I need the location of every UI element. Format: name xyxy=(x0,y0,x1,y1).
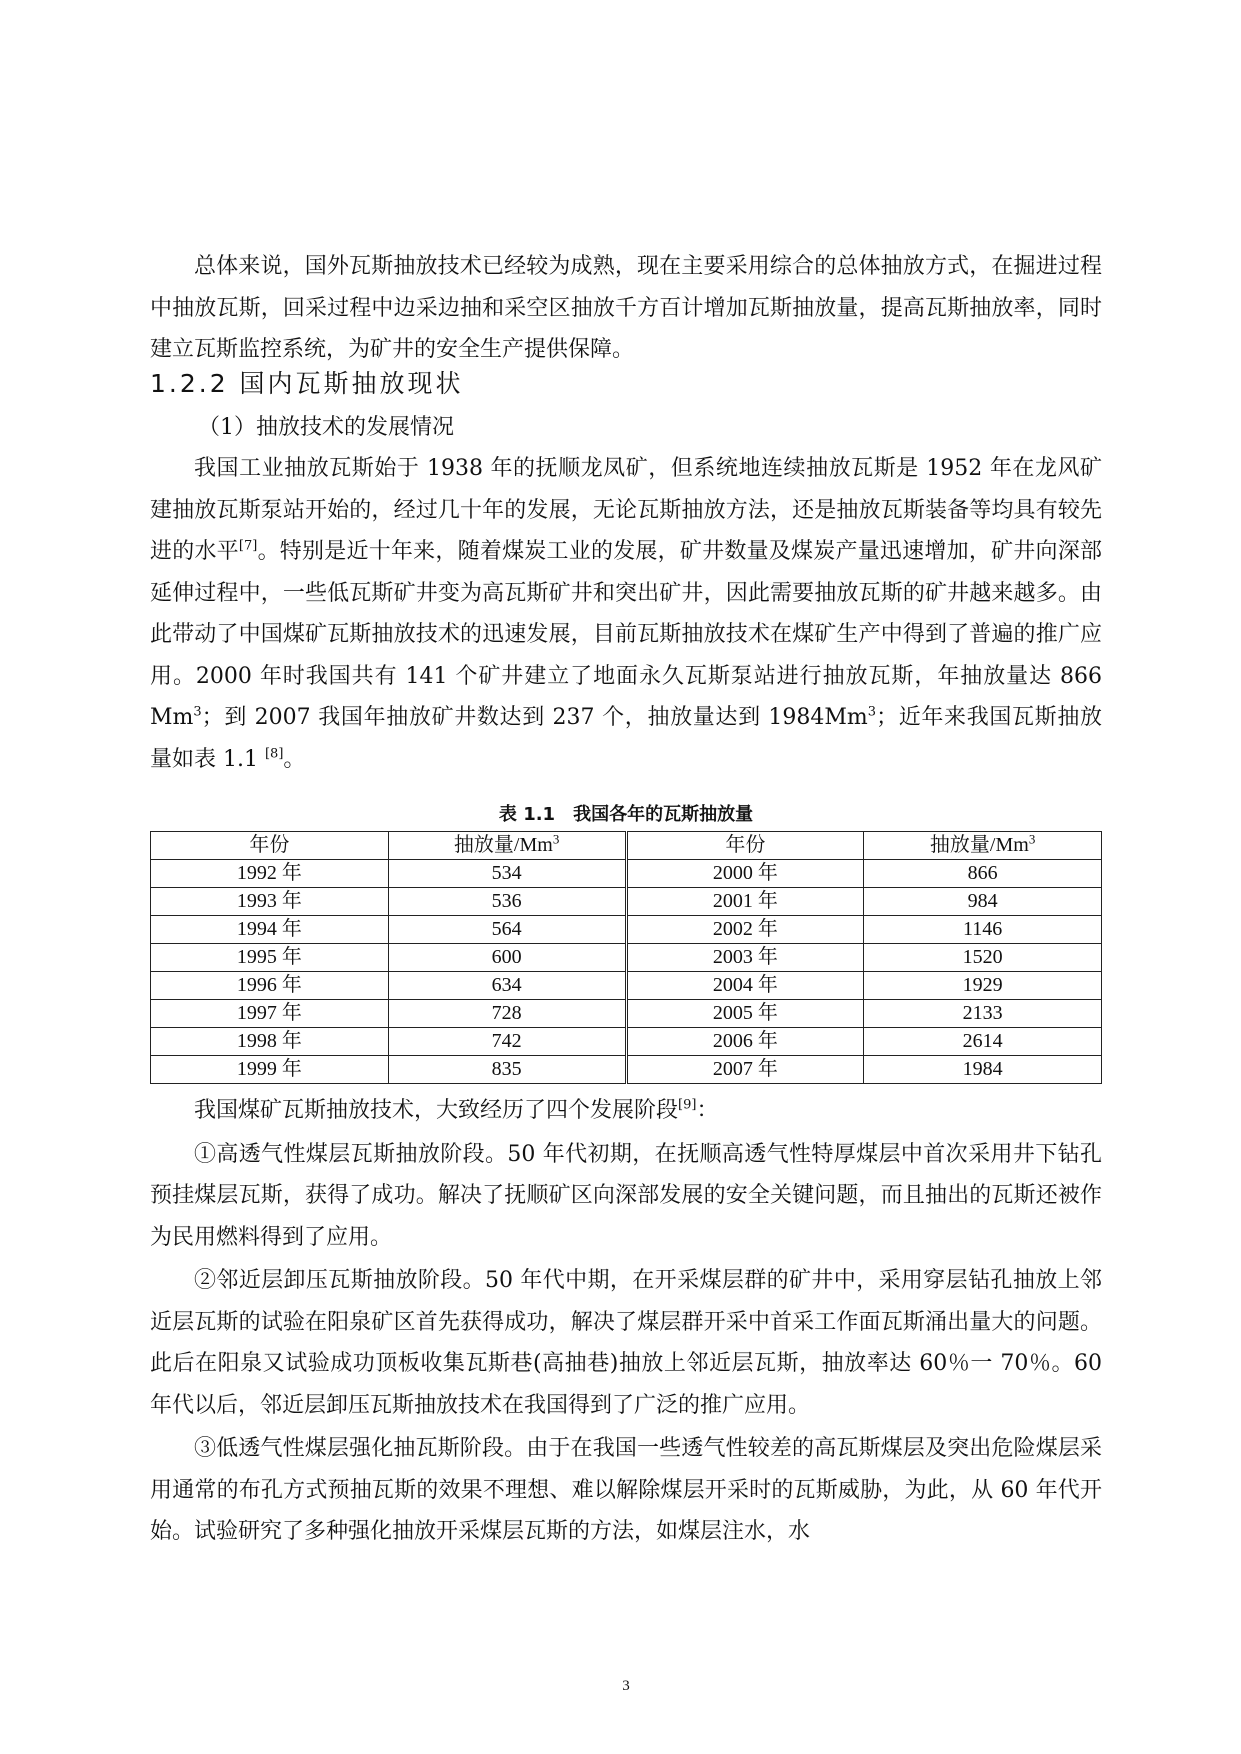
table-cell: 984 xyxy=(864,888,1102,916)
header-text: 年份 xyxy=(725,834,766,856)
paragraph-foreign-summary: 总体来说，国外瓦斯抽放技术已经较为成熟，现在主要采用综合的总体抽放方式，在掘进过程中抽放瓦斯，回采过程中边采边抽和采空区抽放千方百计增加瓦斯抽放量，提高瓦斯抽放率，同时建立瓦斯监控系统，为矿井的安全生产提供保障。 xyxy=(150,254,1102,362)
text-run: 。特别是近十年来，随着煤炭工业的发展，矿井数量及煤炭产量迅速增加，矿井向深部延伸过程中，一些低瓦斯矿井变为高瓦斯矿井和突出矿井，因此需要抽放瓦斯的矿井越来越多。由此带动了中国煤矿瓦斯抽放技术的迅速发展，目前瓦斯抽放技术在煤矿生产中得到了普遍的推广应用。2000 年时我国共有 141 个矿井建立了地面永久瓦斯泵站进行抽放瓦斯，年抽放量达 866 Mm xyxy=(150,539,1102,730)
table-row xyxy=(151,1028,1102,1056)
table-cell: 1993 年 xyxy=(151,888,389,916)
text-run: ： xyxy=(696,1098,719,1123)
text-run: 。 xyxy=(283,746,306,772)
table-cell: 634 xyxy=(388,972,626,1000)
header-volume xyxy=(864,832,1102,860)
table-header-row xyxy=(151,832,1102,860)
table-cell: 866 xyxy=(864,860,1102,888)
gas-drainage-table xyxy=(150,831,1102,1084)
header-year xyxy=(626,832,864,860)
table-cell: 2000 年 xyxy=(626,860,864,888)
header-text: 抽放量/Mm xyxy=(929,834,1029,856)
table-cell: 1146 xyxy=(864,916,1102,944)
table-cell: 1999 年 xyxy=(151,1056,389,1084)
table-row xyxy=(151,888,1102,916)
table-cell: 1984 xyxy=(864,1056,1102,1084)
citation-ref: [8] xyxy=(264,746,284,762)
table-cell: 1929 xyxy=(864,972,1102,1000)
table-row xyxy=(151,944,1102,972)
table-row xyxy=(151,1056,1102,1084)
table-row xyxy=(151,916,1102,944)
paragraph-stage-1: ①高透气性煤层瓦斯抽放阶段。50 年代初期，在抚顺高透气性特厚煤层中首次采用井下钻孔预挂煤层瓦斯，获得了成功。解决了抚顺矿区向深部发展的安全关键问题，而且抽出的瓦斯还被作为民用燃料得到了应用。 xyxy=(150,1141,1102,1250)
header-volume xyxy=(388,832,626,860)
paragraph-stage-2: ②邻近层卸压瓦斯抽放阶段。50 年代中期，在开采煤层群的矿井中，采用穿层钻孔抽放上邻近层瓦斯的试验在阳泉矿区首先获得成功，解决了煤层群开采中首采工作面瓦斯涌出量大的问题。此后在阳泉又试验成功顶板收集瓦斯巷(高抽巷)抽放上邻近层瓦斯，抽放率达 60％一 70％。60 年代以后，邻近层卸压瓦斯抽放技术在我国得到了广泛的推广应用。 xyxy=(150,1268,1102,1418)
section-heading: 1.2.2 国内瓦斯抽放现状 xyxy=(150,369,464,398)
table-cell: 2005 年 xyxy=(626,1000,864,1028)
paragraph-domestic-history xyxy=(150,448,1102,780)
citation-ref: [7] xyxy=(238,538,258,554)
stages-section xyxy=(150,1090,1102,1555)
table-cell: 728 xyxy=(388,1000,626,1028)
table-row xyxy=(151,972,1102,1000)
table-caption: 表 1.1 我国各年的瓦斯抽放量 xyxy=(498,804,754,825)
table-cell: 1997 年 xyxy=(151,1000,389,1028)
unit-superscript: 3 xyxy=(1028,831,1036,847)
table-row xyxy=(151,860,1102,888)
table-cell: 835 xyxy=(388,1056,626,1084)
text-run: 我国工业抽放瓦斯始于 1938 年的抚顺龙凤矿，但系统地连续抽放瓦斯是 1952 年在龙风矿建抽放瓦斯泵站开始的，经过几十年的发展，无论瓦斯抽放方法，还是抽放瓦斯装备等均具有较先进的水平 xyxy=(150,456,1102,564)
table-cell: 2007 年 xyxy=(626,1056,864,1084)
table-row xyxy=(151,1000,1102,1028)
citation-ref: [9] xyxy=(678,1097,697,1113)
header-year xyxy=(151,832,389,860)
table-body xyxy=(151,860,1102,1084)
table-cell: 2001 年 xyxy=(626,888,864,916)
header-text: 年份 xyxy=(249,834,290,856)
document-page xyxy=(150,0,1102,1754)
table-cell: 742 xyxy=(388,1028,626,1056)
table-cell: 2614 xyxy=(864,1028,1102,1056)
table-cell: 564 xyxy=(388,916,626,944)
table-cell: 2006 年 xyxy=(626,1028,864,1056)
table-cell: 1520 xyxy=(864,944,1102,972)
table-cell: 1992 年 xyxy=(151,860,389,888)
unit-superscript: 3 xyxy=(193,704,202,720)
table-cell: 2133 xyxy=(864,1000,1102,1028)
table-cell: 2003 年 xyxy=(626,944,864,972)
unit-superscript: 3 xyxy=(867,704,877,720)
page-number: 3 xyxy=(622,1678,630,1694)
text-run: ；到 2007 我国年抽放矿井数达到 237 个，抽放量达到 1984Mm xyxy=(201,705,868,730)
table-cell: 534 xyxy=(388,860,626,888)
subsection-heading: （1）抽放技术的发展情况 xyxy=(198,415,454,440)
paragraph-stage-3: ③低透气性煤层强化抽瓦斯阶段。由于在我国一些透气性较差的高瓦斯煤层及突出危险煤层采用通常的布孔方式预抽瓦斯的效果不理想、难以解除煤层开采时的瓦斯威胁，为此，从 60 年代开始。试验研究了多种强化抽放开采煤层瓦斯的方法，如煤层注水，水 xyxy=(150,1436,1102,1544)
table-cell: 2004 年 xyxy=(626,972,864,1000)
table-cell: 1996 年 xyxy=(151,972,389,1000)
header-text: 抽放量/Mm xyxy=(453,834,553,856)
table-cell: 1995 年 xyxy=(151,944,389,972)
paragraph-stages-intro xyxy=(150,1090,1102,1132)
table-cell: 1994 年 xyxy=(151,916,389,944)
table-cell: 1998 年 xyxy=(151,1028,389,1056)
table-cell: 600 xyxy=(388,944,626,972)
unit-superscript: 3 xyxy=(552,831,560,847)
table-cell: 2002 年 xyxy=(626,916,864,944)
text-run: ；近年来我国瓦斯抽放量如表 1.1 xyxy=(150,705,1102,772)
text-run: 我国煤矿瓦斯抽放技术，大致经历了四个发展阶段 xyxy=(194,1098,679,1123)
table-cell: 536 xyxy=(388,888,626,916)
